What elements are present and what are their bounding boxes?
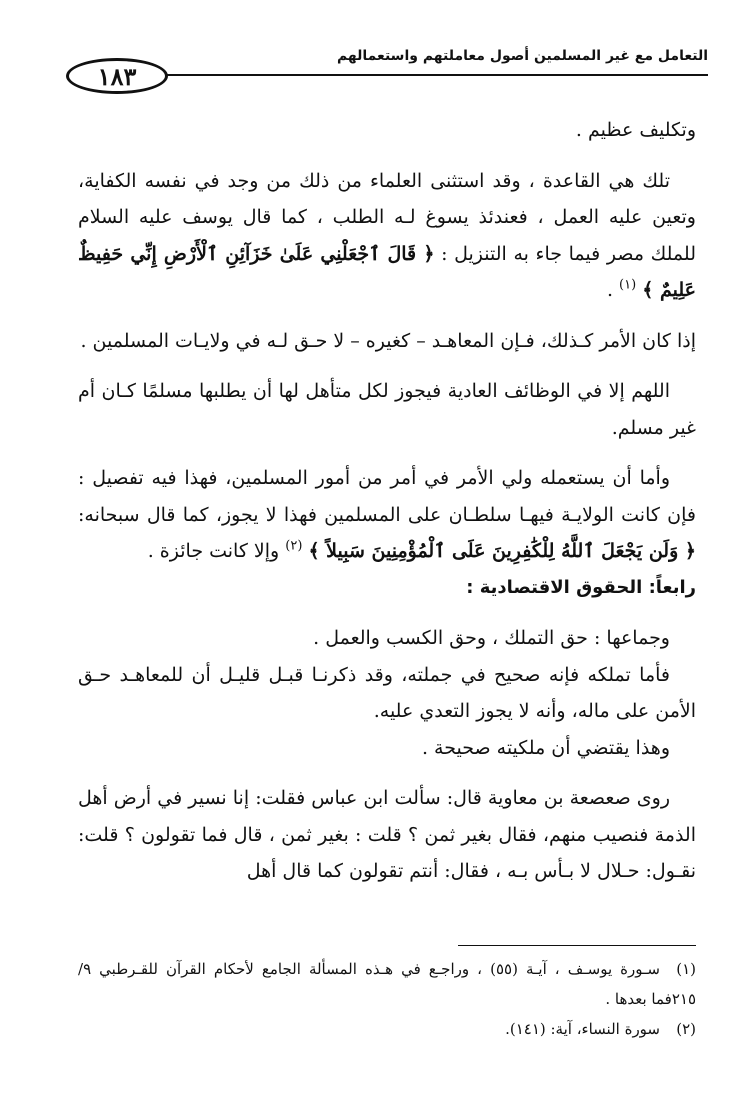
paragraph-5-text: وأما أن يستعمله ولي الأمر في أمر من أمور المسلمين، فهذا فيه تفصيل : فإن كانت الولايـة فيهـا سلطـان على المسلمين فهذا لا يجوز، كما قال سبحانه: <box>78 467 696 526</box>
paragraph-3: إذا كان الأمر كـذلك، فـإن المعاهـد – كغيره – لا حـق لـه في ولايـات المسلمين . <box>80 329 696 352</box>
footnote-2 <box>78 1014 696 1044</box>
paragraph-2 <box>78 163 696 309</box>
paragraph-2-text: تلك هي القاعدة ، وقد استثنى العلماء من ذلك من وجد في نفسه الكفاية، وتعين عليه العمل ، فعندئذ يسوغ لـه الطلب ، كما قال يوسف عليه السلام للملك مصر فيما جاء به التنزيل : <box>78 169 696 265</box>
quran-verse-1: ﴿ قَالَ ٱجْعَلْنِي عَلَىٰ خَزَآئِنِ ٱلْأَرْضِ إِنِّي حَفِيظٌ عَلِيمٌ ﴾ <box>78 242 696 301</box>
footnotes <box>78 954 696 1044</box>
footnote-2-text: سورة النساء، آية: (١٤١). <box>505 1020 660 1038</box>
section-heading: رابعاً: الحقوق الاقتصادية : <box>466 576 696 598</box>
quran-verse-2: ﴿ وَلَن يَجْعَلَ ٱللَّهُ لِلْكَٰفِرِينَ عَلَى ٱلْمُؤْمِنِينَ سَبِيلاً ﴾ <box>308 540 696 562</box>
paragraph-6: وجماعها : حق التملك ، وحق الكسب والعمل . <box>313 627 670 649</box>
header-rule <box>166 74 708 76</box>
paragraph-4: اللهم إلا في الوظائف العادية فيجوز لكل متأهل لها أن يطلبها مسلمًا كـان أم غير مسلم. <box>78 380 696 439</box>
footnote-1-text: سـورة يوسـف ، آيـة (٥٥) ، وراجـع في هـذه المسألة الجامع لأحكام القرآن للقـرطبي ٩/ ٢١٥فما بعدها . <box>78 960 696 1008</box>
footnote-1-number: (١) <box>676 960 697 978</box>
paragraph-2-end: . <box>606 279 620 301</box>
paragraph-1: وتكليف عظيم . <box>575 119 696 141</box>
footnote-ref-1: (١) <box>619 277 637 293</box>
paragraph-8: وهذا يقتضي أن ملكيته صحيحة . <box>421 736 670 759</box>
footnote-2-number: (٢) <box>676 1020 696 1038</box>
paragraph-5 <box>78 460 696 570</box>
page-header <box>58 44 708 104</box>
footnote-separator <box>458 945 696 946</box>
paragraph-9: روى صعصعة بن معاوية قال: سألت ابن عباس فقلت: إنا نسير في أرض أهل الذمة فنصيب منهم، فقال بغير ثمن ؟ قلت : بغير ثمن ، قال فما تقولون ؟ قلت: نقـول: حـلال لا بـأس بـه ، فقال: أنتم تقولون كما قال أهل <box>78 787 696 882</box>
footnote-1 <box>78 954 696 1014</box>
footnote-ref-2: (٢) <box>285 538 303 554</box>
page-number: ١٨٣ <box>66 58 168 94</box>
paragraph-7: فأما تملكه فإنه صحيح في جملته، وقد ذكرنـا قبـل قليـل أن للمعاهـد حـق الأمن على ماله، وأنه لا يجوز التعدي عليه. <box>78 663 696 722</box>
running-title: التعامل مع غير المسلمين أصول معاملتهم واستعمالهم <box>336 48 708 64</box>
body-text <box>78 112 696 890</box>
paragraph-5-end: وإلا كانت جائزة . <box>147 540 286 562</box>
